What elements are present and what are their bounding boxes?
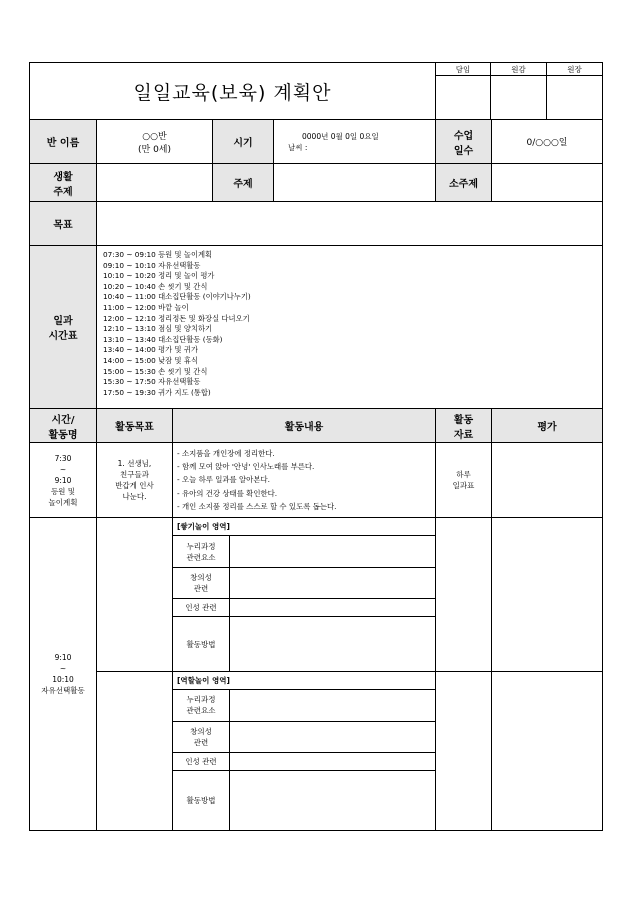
- morning-time-end: 9:10: [54, 475, 72, 485]
- schedule-item: 12:00 ~ 12:10 정리정돈 및 화장실 다녀오기: [103, 313, 250, 323]
- theme-value[interactable]: [274, 164, 436, 202]
- life-theme-label-2: 주제: [53, 186, 73, 198]
- schedule-item: 15:00 ~ 15:30 손 씻기 및 간식: [103, 366, 208, 376]
- morning-content-item: - 함께 모여 앉아 '안녕' 인사노래를 부른다.: [177, 462, 315, 472]
- goal-label: 목표: [30, 202, 97, 246]
- morning-goal-line: 친구들과: [120, 470, 149, 480]
- activity-material-header-1: 활동: [453, 414, 474, 426]
- life-theme-label-1: 생활: [53, 171, 73, 183]
- role-creativity-label-1: 창의성: [190, 726, 212, 736]
- role-method-value[interactable]: [230, 770, 436, 830]
- activity-material-header: [436, 409, 492, 443]
- schedule-item: 10:10 ~ 10:20 정리 및 놀이 평가: [103, 271, 215, 281]
- morning-goal-line: 나눈다.: [122, 492, 147, 502]
- theme-label: 주제: [213, 164, 274, 202]
- morning-time-cell: [30, 443, 97, 518]
- schedule-item: 14:00 ~ 15:00 낮잠 및 휴식: [103, 355, 199, 365]
- schedule-item: 12:10 ~ 13:10 점심 및 양치하기: [103, 324, 213, 334]
- subtheme-label: 소주제: [436, 164, 492, 202]
- block-creativity-value[interactable]: [230, 568, 436, 599]
- signature-box-homeroom[interactable]: [436, 76, 491, 120]
- morning-goal-cell[interactable]: [97, 443, 173, 518]
- role-creativity-label-2: 관련: [193, 737, 209, 747]
- role-area-material-cell[interactable]: [436, 671, 492, 830]
- free-play-time-start: 9:10: [54, 653, 72, 663]
- morning-content-item: - 개인 소지품 정리를 스스로 할 수 있도록 돕는다.: [177, 502, 337, 512]
- role-area-evaluation-cell[interactable]: [492, 671, 603, 830]
- approval-director: 원장: [547, 63, 603, 76]
- free-play-time-cell: [30, 518, 97, 831]
- block-area-material-cell[interactable]: [436, 518, 492, 671]
- activity-table: [29, 408, 603, 831]
- life-theme-value[interactable]: [97, 164, 213, 202]
- class-name-value[interactable]: [97, 120, 213, 164]
- class-age-text: (만 0세): [138, 144, 171, 155]
- block-method-value[interactable]: [230, 617, 436, 671]
- page-title: 일일교육(보육) 계획안: [30, 63, 436, 120]
- morning-activity-name-1: 등원 및: [50, 486, 76, 496]
- life-theme-label: [30, 164, 97, 202]
- morning-evaluation-cell[interactable]: [492, 443, 603, 518]
- signature-box-director[interactable]: [547, 76, 603, 120]
- morning-content-item: - 오늘 하루 일과를 알아본다.: [177, 475, 270, 485]
- block-creativity-label-2: 관련: [193, 584, 209, 594]
- activity-content-header: 활동내용: [173, 409, 436, 443]
- schedule-item: 11:00 ~ 12:00 바깥 놀이: [103, 302, 189, 312]
- block-area-title: [쌓기놀이 영역]: [173, 518, 436, 536]
- block-character-label: 인성 관련: [173, 599, 230, 617]
- daily-schedule-label: [30, 246, 97, 409]
- class-days-label: [436, 120, 492, 164]
- block-nuri-label: [173, 536, 230, 568]
- role-creativity-value[interactable]: [230, 721, 436, 752]
- schedule-item: 10:40 ~ 11:00 대소집단활동 (이야기나누기): [103, 292, 251, 302]
- morning-material-1: 하루: [456, 470, 471, 480]
- schedule-item: 17:50 ~ 19:30 귀가 지도 (통합): [103, 387, 211, 397]
- weather-text: 날씨 :: [288, 142, 308, 152]
- header-table: [29, 62, 603, 120]
- daily-schedule-list: [97, 246, 603, 409]
- info-table: [29, 119, 603, 409]
- evaluation-header: 평가: [492, 409, 603, 443]
- morning-content-cell[interactable]: [173, 443, 436, 518]
- goal-value[interactable]: [97, 202, 603, 246]
- class-name-text: ○○반: [142, 131, 167, 142]
- morning-content-item: - 유아의 건강 상태를 확인한다.: [177, 488, 278, 498]
- block-creativity-label-1: 창의성: [190, 573, 212, 583]
- schedule-item: 07:30 ~ 09:10 등원 및 놀이계획: [103, 250, 213, 259]
- morning-time-sep: ~: [59, 464, 67, 474]
- subtheme-value[interactable]: [492, 164, 603, 202]
- role-nuri-label: [173, 689, 230, 721]
- block-nuri-label-1: 누리과정: [186, 541, 216, 551]
- time-activity-header-1: 시간/: [51, 414, 75, 426]
- role-nuri-value[interactable]: [230, 689, 436, 721]
- morning-material-cell[interactable]: [436, 443, 492, 518]
- morning-goal-line: 반갑게 인사: [115, 481, 154, 491]
- class-days-value[interactable]: 0/○○○일: [492, 120, 603, 164]
- schedule-item: 13:40 ~ 14:00 평가 및 귀가: [103, 345, 199, 355]
- date-text: 0000년 0월 0일 0요일: [302, 131, 379, 141]
- morning-activity-name-2: 놀이계획: [48, 497, 78, 507]
- schedule-item: 15:30 ~ 17:50 자유선택활동: [103, 377, 201, 387]
- block-creativity-label: [173, 568, 230, 599]
- approval-homeroom: 담임: [436, 63, 491, 76]
- free-play-activity-name: 자유선택활동: [41, 686, 85, 696]
- role-nuri-label-2: 관련요소: [186, 706, 216, 716]
- role-method-label: 활동방법: [173, 770, 230, 830]
- daily-schedule-label-1: 일과: [53, 316, 73, 327]
- schedule-item: 10:20 ~ 10:40 손 씻기 및 간식: [103, 281, 208, 291]
- block-method-label: 활동방법: [173, 617, 230, 671]
- signature-box-vice-director[interactable]: [491, 76, 547, 120]
- class-days-label-2: 일수: [453, 145, 474, 157]
- time-activity-header-2: 활동명: [48, 429, 78, 441]
- time-activity-header: [30, 409, 97, 443]
- block-character-value[interactable]: [230, 599, 436, 617]
- morning-time-start: 7:30: [54, 453, 72, 463]
- class-days-label-1: 수업: [453, 130, 474, 142]
- morning-goal-line: 1. 선생님,: [117, 459, 152, 469]
- block-area-evaluation-cell[interactable]: [492, 518, 603, 671]
- role-area-goal-cell[interactable]: [97, 671, 173, 830]
- block-area-goal-cell[interactable]: [97, 518, 173, 671]
- activity-material-header-2: 자료: [453, 429, 474, 441]
- schedule-item: 13:10 ~ 13:40 대소집단활동 (동화): [103, 334, 223, 344]
- date-weather-cell[interactable]: [274, 120, 436, 164]
- period-label: 시기: [213, 120, 274, 164]
- block-nuri-label-2: 관련요소: [186, 552, 216, 562]
- role-character-value[interactable]: [230, 752, 436, 770]
- schedule-item: 09:10 ~ 10:10 자유선택활동: [103, 260, 201, 270]
- activity-goal-header: 활동목표: [97, 409, 173, 443]
- daily-schedule-label-2: 시간표: [48, 331, 78, 342]
- role-area-title: [역할놀이 영역]: [173, 671, 436, 689]
- class-name-label: 반 이름: [30, 120, 97, 164]
- role-character-label: 인성 관련: [173, 752, 230, 770]
- morning-material-2: 일과표: [452, 481, 475, 491]
- free-play-time-sep: ~: [59, 664, 67, 674]
- block-nuri-value[interactable]: [230, 536, 436, 568]
- free-play-time-end: 10:10: [52, 675, 74, 685]
- role-nuri-label-1: 누리과정: [186, 695, 216, 705]
- approval-vice-director: 원감: [491, 63, 547, 76]
- morning-content-item: - 소지품을 개인장에 정리한다.: [177, 448, 275, 458]
- role-creativity-label: [173, 721, 230, 752]
